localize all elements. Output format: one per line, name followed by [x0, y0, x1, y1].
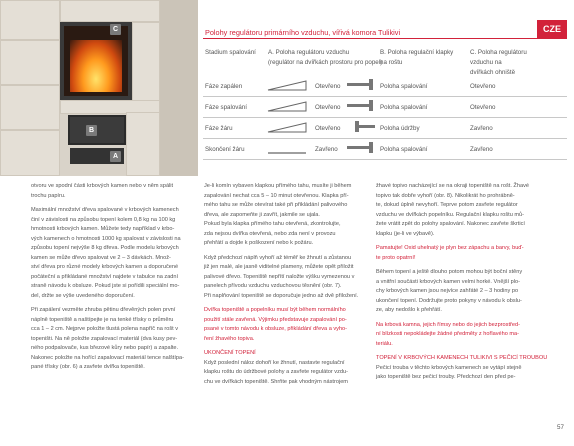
- text-line: otvoru ve spodní části krbových kamen nebo v něm spálit: [31, 183, 174, 189]
- text-line: Pečicí trouba v těchto krbových kamenech se vytápí stejně: [376, 364, 522, 371]
- stove-tile: [132, 22, 160, 112]
- text-line: cca 1 – 2 cm. Nejprve položte tlustá polena napříč na rošt v: [31, 326, 179, 332]
- text-line: klapku (je-li ve výbavě).: [376, 230, 435, 237]
- text-line: žete vrátit zpět do polohy spalování. Nakonec zavřete škrticí: [376, 221, 525, 227]
- text-line: ukončení topení. Dodržujte proto pokyny v návodu k obslu-: [376, 297, 522, 304]
- text-line: Při naplňování topeniště se doporučuje jedno až dvě přiložení.: [204, 292, 359, 299]
- row-value-a: Otevřeno: [315, 125, 341, 132]
- damper-wedge-icon: [268, 79, 308, 91]
- text-line: ství dřeva pro různé modely krbových kamen a doporučené: [31, 264, 179, 270]
- row-value-a: Otevřeno: [315, 104, 341, 111]
- warning-line: teriálu.: [376, 340, 393, 347]
- text-line: zapalování nechat cca 5 – 10 minut otevřenou. Klapka pří-: [204, 192, 349, 199]
- text-line: pané třísky (obr. 6) a zavřete dvířka topeniště.: [31, 364, 145, 370]
- row-stage: Fáze zapálen: [205, 83, 243, 90]
- text-line: žhavé topivo nacházející se na okraji topeniště na rošt. Žhavé: [376, 183, 529, 189]
- text-line: počáteční a přikládané množství najdete v tabulce na zadní: [31, 273, 179, 280]
- text-line: Nakonec položte na hořící zapalovací materiál tence nalštípa-: [31, 354, 184, 361]
- col-header-b: B. Poloha regulační klapky: [380, 49, 454, 56]
- col-header-b-2: na roštu: [380, 59, 403, 66]
- marker-c: C: [110, 24, 121, 35]
- row-value-b: Poloha spalování: [380, 146, 428, 153]
- col-header-a-note: (regulátor na dvířkách prostoru pro popel): [268, 59, 383, 66]
- text-line: del, držte se výše uvedeného doporučení.: [31, 292, 135, 299]
- warning-line: použití stále zavřená. Výjimku představuje zapalování po-: [204, 316, 347, 323]
- stove-photo: [0, 0, 198, 176]
- damper-wedge-icon: [268, 121, 308, 133]
- row-value-c: Otevřeno: [470, 83, 496, 90]
- row-divider: [203, 117, 567, 118]
- warning-line: ření žhavého topiva.: [204, 335, 255, 342]
- row-divider: [203, 138, 567, 139]
- subheading: TOPENÍ V KRBOVÝCH KAMENECH TULIKIVI S PEČICÍ TROUBOU: [376, 355, 548, 361]
- text-line: chu ve dvířkách topeniště. Shrňte pak vhodným nástrojem: [204, 378, 348, 385]
- text-line: Pokud byla klapka přímého tahu otevřená, zkontrolujte,: [204, 221, 341, 227]
- damper-wedge-icon: [268, 100, 308, 112]
- grate-slider-icon: [352, 120, 378, 134]
- warning-line: ní blízkosti nepokládejte žádné předměty z hořlavého ma-: [376, 331, 520, 337]
- text-line: Maximální množství dřeva spalované v krbových kamenech: [31, 207, 179, 213]
- grate-slider-icon: [347, 78, 377, 92]
- text-line: topivo tak dobře vyhoří (obr. 8). Nikolikrát ho prohrábně-: [376, 192, 515, 199]
- text-line: hmotnosti krbových kamen. Můžete tedy například v krbo-: [31, 226, 175, 232]
- col-header-c-2: vzduchu na: [470, 59, 502, 66]
- text-line: jako topeniště bez pečicí trouby. Předchozí den před pe-: [376, 374, 516, 380]
- stove-tile: [0, 0, 60, 40]
- subheading: UKONČENÍ TOPENÍ: [204, 350, 256, 356]
- text-line: klapku roštu do údržbové polohy a zavřete regulátor vzdu-: [204, 369, 348, 375]
- warning-line: te proto opatrní!: [376, 254, 416, 261]
- text-line: ze, aby nedošlo k přehřátí.: [376, 307, 442, 313]
- row-divider: [203, 96, 567, 97]
- text-line: přehřátí a dojde k poškození nebo k požáru.: [204, 240, 314, 246]
- row-value-a: Zavřeno: [315, 146, 338, 153]
- text-line: Když předchozí náplň vyhoří až téměř ke žhnutí a zůstanou: [204, 254, 352, 261]
- row-value-c: Zavřeno: [470, 125, 493, 132]
- language-badge: CZE: [537, 20, 567, 38]
- grate-slider-icon: [347, 99, 377, 113]
- warning-line: Na krbová kamna, jejich římsy nebo do jejich bezprostřed-: [376, 321, 520, 328]
- damper-closed-icon: [268, 143, 308, 155]
- text-line: straně návodu k obsluze. Pokud jste si pořídili speciální mo-: [31, 283, 180, 289]
- stove-tile: [0, 85, 60, 130]
- col-header-c-3: dvířkách ohniště: [470, 69, 516, 76]
- text-line: te, dokud úplně nevyhoří. Teprve potom zavřete regulátor: [376, 202, 518, 208]
- text-column-2: [204, 182, 374, 387]
- row-divider: [203, 159, 567, 160]
- row-stage: Fáze spalování: [205, 104, 247, 111]
- warning-line: Dvířka topeniště a popelníku musí být během normálního: [204, 307, 346, 313]
- row-value-b: Poloha spalování: [380, 104, 428, 111]
- text-line: a vnitřní součásti krbových kamen velmi horké. Vnější plo-: [376, 278, 520, 285]
- text-line: kamen se může dřevo spalovat ve 2 – 3 dávkách. Množ-: [31, 254, 171, 261]
- col-header-c: C. Poloha regulátoru: [470, 49, 527, 56]
- text-line: mého tahu se může otevírat také při přikládání palivového: [204, 202, 348, 208]
- text-line: trochu papíru.: [31, 192, 66, 199]
- col-header-stage: Stadium spalování: [205, 49, 256, 56]
- header-divider: [203, 38, 567, 39]
- text-line: Během topení a ještě dlouho potom mohou být boční stěny: [376, 269, 523, 275]
- stove-tile: [0, 130, 60, 176]
- marker-b: B: [86, 125, 97, 136]
- text-column-3: [376, 182, 561, 383]
- text-line: panelech přívodu vzduchu vzduchovou těsnění (obr. 7).: [204, 283, 342, 289]
- warning-line: Pamatujte! Oxid uhelnatý je plyn bez zápachu a barvy, buď-: [376, 245, 524, 251]
- text-line: vých kamenech o hmotnosti 1000 kg spalovat v závislosti na: [31, 235, 181, 242]
- row-value-b: Poloha údržby: [380, 125, 420, 132]
- ash-box-door: [68, 115, 126, 145]
- text-line: zda nejsou dvířka otevřená, nebo zda není v provozu: [204, 230, 336, 237]
- row-stage: Fáze žáru: [205, 125, 233, 132]
- text-line: Je-li komín vybaven klapkou přímého tahu, musíte ji během: [204, 183, 352, 189]
- text-line: činí v závislosti na způsobu topení kolem 0,8 kg na 100 kg: [31, 216, 176, 223]
- text-line: již jen malé, ale jasně viditelné plameny, můžete opět přiložit: [204, 264, 354, 270]
- section-title: Polohy regulátoru primárního vzduchu, vířivá komora Tulikivi: [205, 28, 401, 37]
- text-line: chy krbových kamen jsou nejvíce zahřáté 2 – 3 hodiny po: [376, 288, 519, 294]
- text-line: palivové dřevo. Topeniště nepřítí naložte výšku vymezenou v: [204, 273, 355, 280]
- text-line: dřeva, ale zapomeňte ji zavřít, jakmile se ujala.: [204, 211, 320, 218]
- row-value-c: Otevřeno: [470, 104, 496, 111]
- text-line: topeništi. Na ně položte zapalovací materiál (dva kusy pev-: [31, 335, 178, 342]
- page-number: 57: [557, 424, 564, 431]
- marker-a: A: [110, 151, 121, 162]
- text-line: vzduchu ve dvířkách popelníku. Regulační klapku roštu mů-: [376, 211, 525, 218]
- text-column-1: [31, 182, 201, 373]
- row-value-b: Poloha spalování: [380, 83, 428, 90]
- fire-flames: [70, 40, 122, 92]
- row-value-a: Otevřeno: [315, 83, 341, 90]
- text-line: Při zapálení vezměte zhruba pětinu dřevěných polen první: [31, 307, 176, 313]
- grate-slider-icon: [347, 141, 377, 155]
- text-line: způsobu topení nejvýše 8 kg dřeva. Podle modelu krbových: [31, 245, 179, 251]
- col-header-a: A. Poloha regulátoru vzduchu: [268, 49, 350, 56]
- row-value-c: Zavřeno: [470, 146, 493, 153]
- stove-tile: [126, 112, 160, 176]
- stove-tile: [60, 0, 160, 22]
- text-line: Když poslední náloz dohoří ke žhnutí, nastavte regulační: [204, 359, 345, 366]
- stove-side: [160, 0, 198, 176]
- text-line: náplně topeniště a naštípejte je na tenké třísky o průměru: [31, 316, 174, 323]
- stove-tile: [0, 40, 60, 85]
- row-stage: Skončení žáru: [205, 146, 245, 153]
- warning-line: psané v tomto návodu k obsluze, přikládání dřeva a vyho-: [204, 326, 348, 332]
- text-line: ného podpalovače, kus březové kůry nebo papír) a zapalte.: [31, 345, 179, 351]
